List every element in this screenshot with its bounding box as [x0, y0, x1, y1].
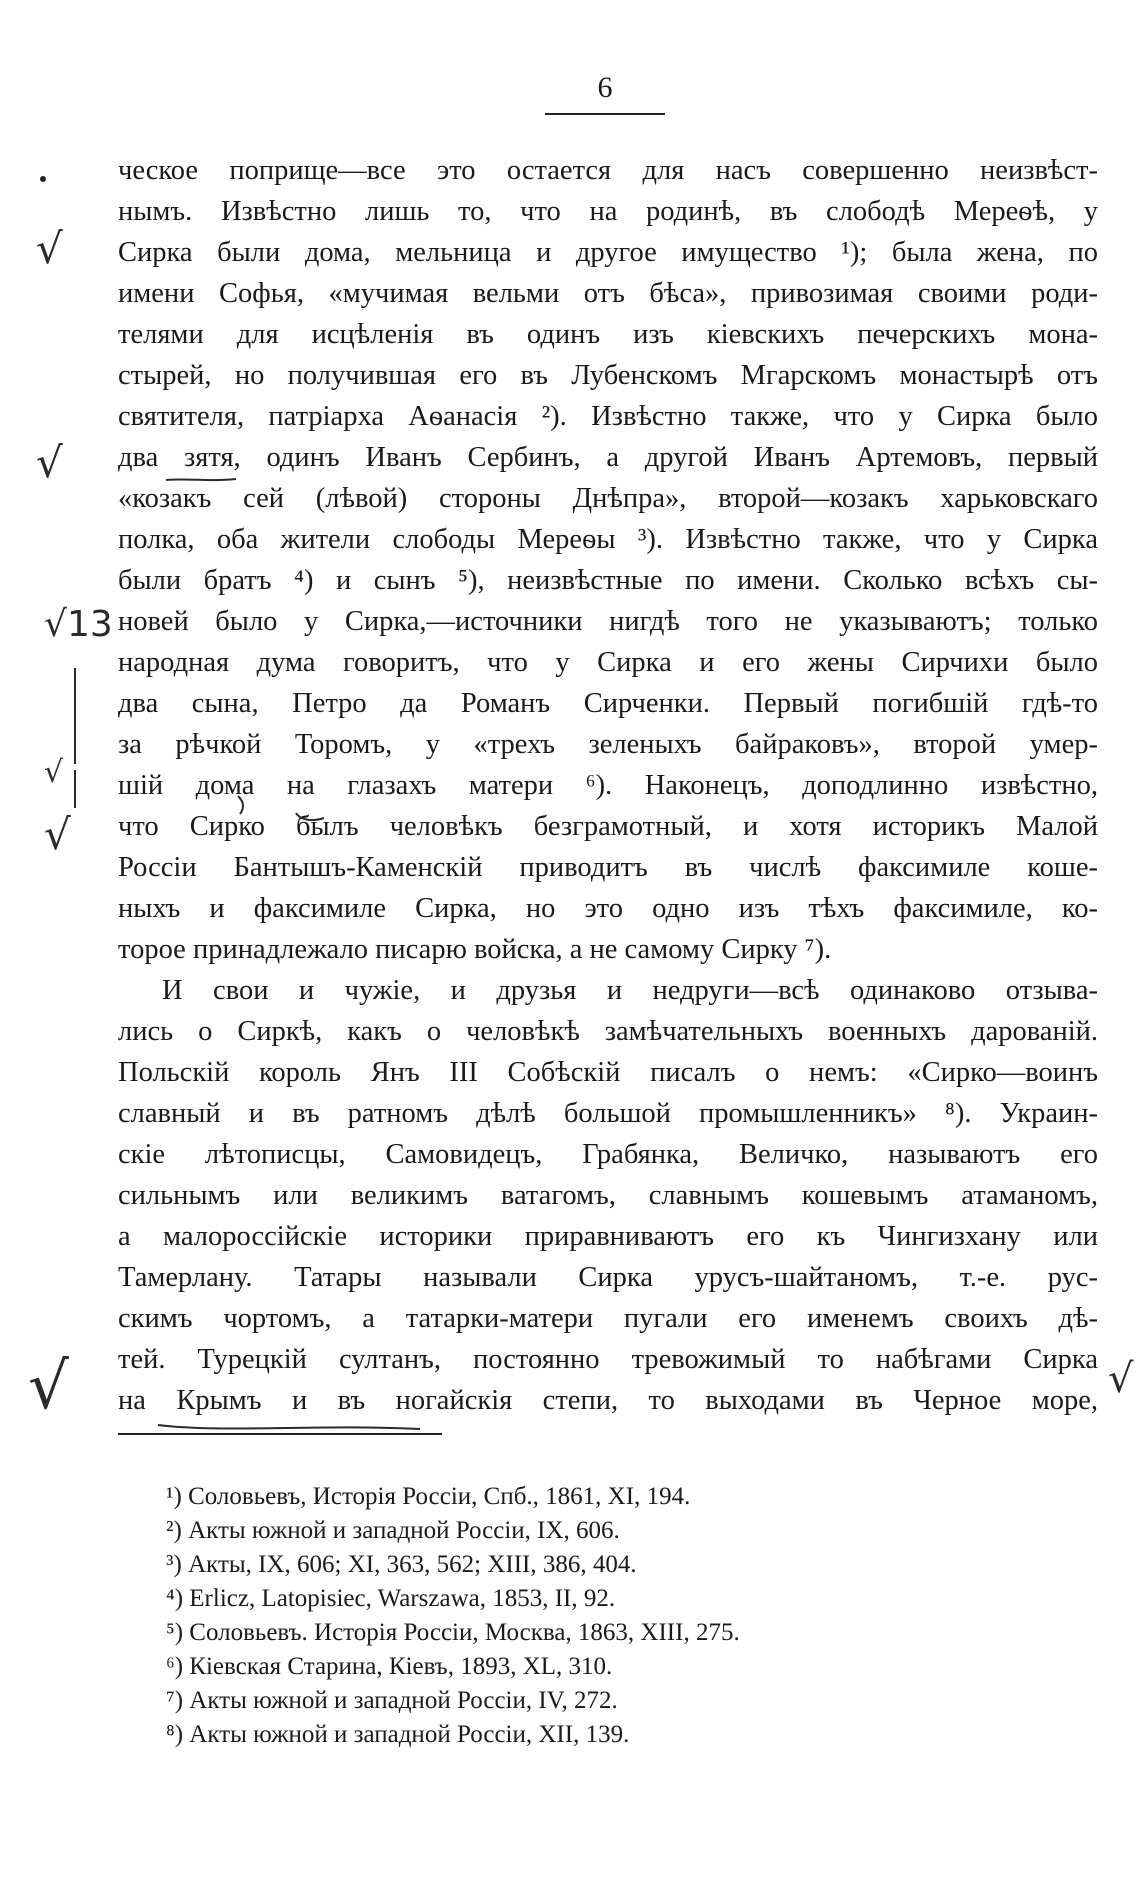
body-line: Тамерлану. Татары называли Сирка урусъ-шайтаномъ, т.-е. рус-: [118, 1262, 1098, 1293]
body-line: тей. Турецкій султанъ, постоянно тревожимый то набѣгами Сирка: [118, 1344, 1098, 1375]
body-line: а малороссійскіе историки приравниваютъ его къ Чингизхану или: [118, 1221, 1098, 1252]
body-line: имени Софья, «мучимая вельми отъ бѣса», привозимая своими роди-: [118, 278, 1098, 309]
body-line: телями для исцѣленія въ одинъ изъ кіевскихъ печерскихъ мона-: [118, 319, 1098, 350]
body-line: скіе лѣтописцы, Самовидецъ, Грабянка, Величко, называютъ его: [118, 1139, 1098, 1170]
body-line: два зятя, одинъ Иванъ Сербинъ, а другой Иванъ Артемовъ, первый: [118, 442, 1098, 473]
footnote: ⁷) Акты южной и западной Россіи, IV, 272.: [166, 1687, 618, 1714]
footnote: ²) Акты южной и западной Россіи, IX, 606.: [166, 1517, 620, 1544]
underline-stroke: [166, 479, 236, 480]
underline-stroke: [158, 1425, 420, 1429]
body-line: сильнымъ или великимъ ватагомъ, славнымъ кошевымъ атаманомъ,: [118, 1180, 1098, 1211]
footnote: ¹) Соловьевъ, Исторія Россіи, Спб., 1861, XI, 194.: [166, 1483, 691, 1510]
body-line: нымъ. Извѣстно лишь то, что на родинѣ, въ слободѣ Мереѳѣ, у: [118, 196, 1098, 227]
body-line: ческое поприще—все это остается для насъ совершенно неизвѣст-: [118, 155, 1098, 186]
body-line: новей было у Сирка,—источники нигдѣ того не указываютъ; только: [118, 606, 1098, 637]
footnote: ⁶) Кіевская Старина, Кіевъ, 1893, XL, 310.: [166, 1653, 613, 1680]
body-line: полка, оба жители слободы Мереѳы ³). Извѣстно также, что у Сирка: [118, 524, 1098, 555]
body-line: два сына, Петро да Романъ Сирченки. Первый погибшій гдѣ-то: [118, 688, 1098, 719]
body-line: «козакъ сей (лѣвой) стороны Днѣпра», второй—козакъ харьковскаго: [118, 483, 1098, 514]
body-line: скимъ чортомъ, а татарки-матери пугали его именемъ своихъ дѣ-: [118, 1303, 1098, 1334]
body-line: И свои и чужіе, и друзья и недруги—всѣ одинаково отзыва-: [162, 975, 1098, 1006]
underline-stroke: [238, 796, 243, 814]
check-mark-icon: √: [44, 755, 64, 790]
body-line: торое принадлежало писарю войска, а не самому Сирку ⁷).: [118, 934, 832, 965]
footnote: ³) Акты, IX, 606; XI, 363, 562; XIII, 386, 404.: [166, 1551, 637, 1578]
body-line: народная дума говоритъ, что у Сирка и его жены Сирчихи было: [118, 647, 1098, 678]
body-line: Россіи Бантышъ-Каменскій приводитъ въ числѣ факсимиле коше-: [118, 852, 1098, 883]
margin-note: √13: [44, 604, 113, 645]
page-number: 6: [597, 71, 613, 104]
footnote: ⁸) Акты южной и западной Россіи, XII, 139.: [166, 1721, 630, 1748]
body-line: что Сирко былъ человѣкъ безграмотный, и хотя историкъ Малой: [118, 811, 1098, 842]
check-mark-icon: √: [1108, 1356, 1134, 1402]
body-line: Польскій король Янъ III Собѣскій писалъ о немъ: «Сирко—воинъ: [118, 1057, 1098, 1088]
check-mark-icon: √: [36, 438, 63, 487]
body-line: ныхъ и факсимиле Сирка, но это одно изъ тѣхъ факсимиле, ко-: [118, 893, 1098, 924]
underline-stroke: [296, 813, 324, 820]
footnote: ⁴) Erlicz, Latopisiec, Warszawa, 1853, II, 92.: [166, 1585, 616, 1612]
body-line: Сирка были дома, мельница и другое имущество ¹); была жена, по: [118, 237, 1098, 268]
check-mark-icon: √: [28, 1350, 69, 1424]
body-line: за рѣчкой Торомъ, у «трехъ зеленыхъ байраковъ», второй умер-: [118, 729, 1098, 760]
check-mark-icon: √: [44, 810, 71, 859]
body-line: святителя, патріарха Аѳанасія ²). Извѣстно также, что у Сирка было: [118, 401, 1098, 432]
body-line: на Крымъ и въ ногайскія степи, то выходами въ Черное море,: [118, 1385, 1098, 1416]
body-line: стырей, но получившая его въ Лубенскомъ Мгарскомъ монастырѣ отъ: [118, 360, 1098, 391]
body-line: славный и въ ратномъ дѣлѣ большой промышленникъ» ⁸). Украин-: [118, 1098, 1098, 1129]
footnote: ⁵) Соловьевъ. Исторія Россіи, Москва, 1863, XIII, 275.: [166, 1619, 740, 1646]
body-line: лись о Сиркѣ, какъ о человѣкѣ замѣчательныхъ военныхъ дарованій.: [118, 1016, 1098, 1047]
body-line: шій дома на глазахъ матери ⁶). Наконецъ, доподлинно извѣстно,: [118, 770, 1098, 801]
check-mark-icon: √: [36, 224, 63, 273]
body-line: были братъ ⁴) и сынъ ⁵), неизвѣстные по имени. Сколько всѣхъ сы-: [118, 565, 1098, 596]
